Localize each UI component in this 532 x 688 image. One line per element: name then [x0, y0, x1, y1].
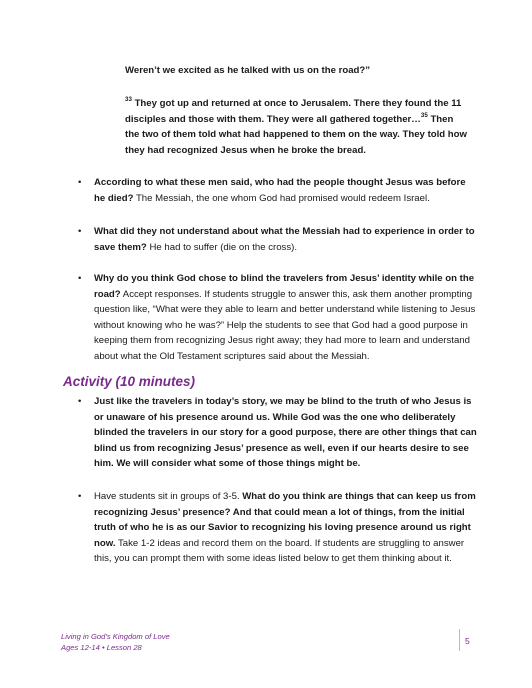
list-item: [78, 271, 478, 364]
list-item: [78, 175, 478, 206]
verse-number: 33: [125, 96, 132, 103]
bullet-dot: •: [78, 396, 82, 407]
verse-text: They got up and returned at once to Jerusalem. There they found the 11 disciples and those with them. They were all gathered together…: [125, 98, 462, 125]
answer-text: Accept responses. If students struggle to answer this, ask them another prompting question like, “What were they able to learn and better understand while listening to Jesus without knowing who he was?” Help the students to see that God had a good purpose in keeping them from recognizing Jesus right away; they had more to learn and understand about what the Old Testament scriptures said about the Messiah.: [94, 288, 476, 362]
verse-block: [125, 96, 470, 158]
bullet-dot: •: [78, 273, 82, 284]
section-heading: Activity (10 minutes): [63, 374, 196, 389]
bullet-dot: •: [78, 491, 82, 502]
verse-number: 35: [420, 111, 428, 119]
list-item: [78, 489, 478, 567]
instruction-text: Just like the travelers in today’s story, we may be blind to the truth of who Jesus is or unaware of his presence around us. While God was the one who deliberately blinded the travelers in our story for a good purpose, there are other things that can blind us from recognizing Jesus’ presence as well, even if our hearts desire to see him. We will consider what some of those things might be.: [94, 396, 477, 469]
page-footer: [61, 631, 170, 653]
question-text: What do you think are things that can keep us from recognizing Jesus’ presence? And that could mean a lot of things, from the initial truth of who he is as our Savior to recognizing his loving presence around us right now.: [94, 491, 476, 549]
bullet-dot: •: [78, 177, 82, 188]
bullet-dot: •: [78, 226, 82, 237]
question-text: Why do you think God chose to blind the travelers from Jesus’ identity while on the road?: [94, 273, 475, 300]
instruction-text: Take 1-2 ideas and record them on the board. If students are struggling to answer this, you can prompt them with some ideas listed below to get them thinking about it.: [94, 537, 465, 564]
question-text: According to what these men said, who had the people thought Jesus was before he died?: [94, 177, 466, 204]
footer-subtitle: Ages 12-14 • Lesson 28: [61, 643, 142, 652]
instruction-text: Have students sit in groups of 3-5.: [94, 491, 243, 502]
answer-text: He had to suffer (die on the cross).: [146, 241, 297, 253]
answer-text: The Messiah, the one whom God had promised would redeem Israel.: [133, 192, 430, 204]
list-item: [78, 394, 478, 472]
verse-text: Then the two of them told what had happened to them on the way. They told how they had recognized Jesus when he broke the bread.: [125, 113, 467, 156]
list-item: [78, 224, 478, 255]
question-text: What did they not understand about what the Messiah had to experience in order to save them?: [94, 226, 475, 253]
page-number: 5: [465, 636, 470, 646]
quote-line: Weren’t we excited as he talked with us on the road?”: [125, 65, 371, 76]
footer-divider: [459, 629, 460, 651]
footer-title: Living in God’s Kingdom of Love: [61, 632, 170, 641]
